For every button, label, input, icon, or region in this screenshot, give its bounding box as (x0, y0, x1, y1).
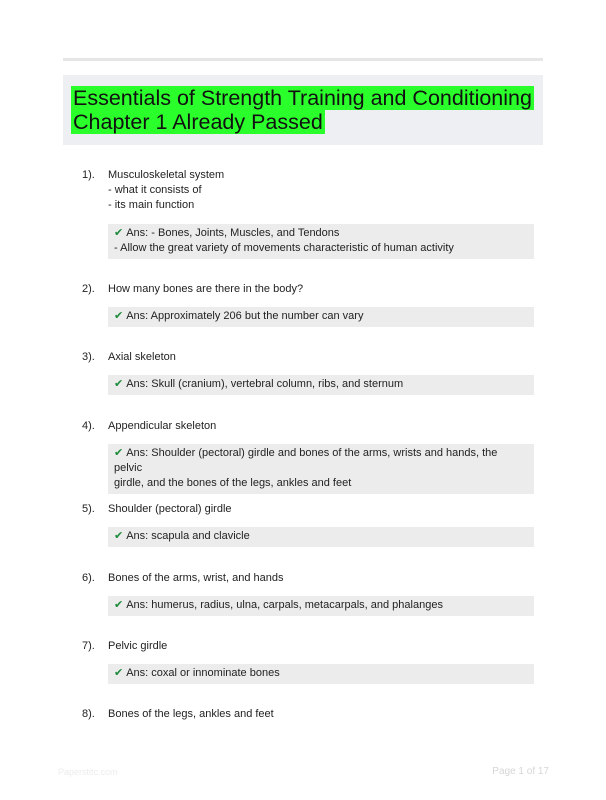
question-number: 1). (82, 169, 95, 181)
question-number: 6). (82, 572, 95, 584)
question-line: How many bones are there in the body? (108, 283, 304, 295)
answer-line: girdle, and the bones of the legs, ankles and feet (114, 477, 352, 489)
answer-line (114, 377, 528, 392)
check-icon: ✔ (114, 599, 124, 611)
question-number: 7). (82, 640, 95, 652)
check-icon: ✔ (114, 227, 124, 239)
question-text (108, 350, 528, 365)
question-line: - its main function (108, 199, 195, 211)
question-number: 3). (82, 351, 95, 363)
check-icon: ✔ (114, 530, 124, 542)
answer-line (114, 598, 528, 613)
question-line: Axial skeleton (108, 351, 176, 363)
page-number: Page 1 of 17 (492, 766, 549, 777)
check-icon: ✔ (114, 667, 124, 679)
question-number: 8). (82, 708, 95, 720)
question-line: - what it consists of (108, 184, 202, 196)
question-text (108, 282, 528, 297)
check-icon: ✔ (114, 310, 124, 322)
answer-line (114, 226, 528, 241)
footer-watermark: Paperstitc.com (58, 767, 118, 777)
answer-box (108, 664, 534, 684)
page-title (71, 86, 541, 134)
question-text (108, 571, 528, 586)
answer-text: Ans: humerus, radius, ulna, carpals, metacarpals, and phalanges (126, 599, 443, 611)
answer-text: Ans: Approximately 206 but the number can vary (126, 310, 364, 322)
check-icon: ✔ (114, 378, 124, 390)
question-text (108, 639, 528, 654)
question-number: 4). (82, 420, 95, 432)
title-box (63, 75, 543, 145)
question-number: 5). (82, 503, 95, 515)
question-text (108, 419, 528, 434)
answer-box (108, 307, 534, 327)
answer-box (108, 375, 534, 395)
question-text (108, 168, 528, 213)
question-line: Bones of the legs, ankles and feet (108, 708, 274, 720)
check-icon: ✔ (114, 447, 124, 459)
page-title-line-1: Essentials of Strength Training and Conditioning (73, 86, 532, 110)
question-number: 2). (82, 283, 95, 295)
answer-box (108, 224, 534, 259)
answer-text: Ans: scapula and clavicle (126, 530, 250, 542)
answer-box (108, 596, 534, 616)
answer-line (114, 666, 528, 681)
answer-text: Ans: Shoulder (pectoral) girdle and bones of the arms, wrists and hands, the pelvic (114, 447, 498, 474)
question-text (108, 502, 528, 517)
question-line: Musculoskeletal system (108, 169, 225, 181)
page-title-line-2: Chapter 1 Already Passed (73, 110, 323, 134)
answer-text: Ans: Skull (cranium), vertebral column, ribs, and sternum (126, 378, 404, 390)
question-line: Shoulder (pectoral) girdle (108, 503, 232, 515)
answer-line: - Allow the great variety of movements characteristic of human activity (114, 242, 454, 254)
answer-box (108, 527, 534, 547)
question-line: Bones of the arms, wrist, and hands (108, 572, 284, 584)
answer-text: Ans: coxal or innominate bones (126, 667, 280, 679)
question-line: Appendicular skeleton (108, 420, 217, 432)
question-text (108, 707, 528, 722)
answer-line (114, 446, 528, 476)
question-line: Pelvic girdle (108, 640, 168, 652)
answer-box (108, 444, 534, 494)
answer-line (114, 309, 528, 324)
answer-line (114, 529, 528, 544)
answer-text: Ans: - Bones, Joints, Muscles, and Tendons (126, 227, 340, 239)
top-divider (63, 58, 543, 61)
